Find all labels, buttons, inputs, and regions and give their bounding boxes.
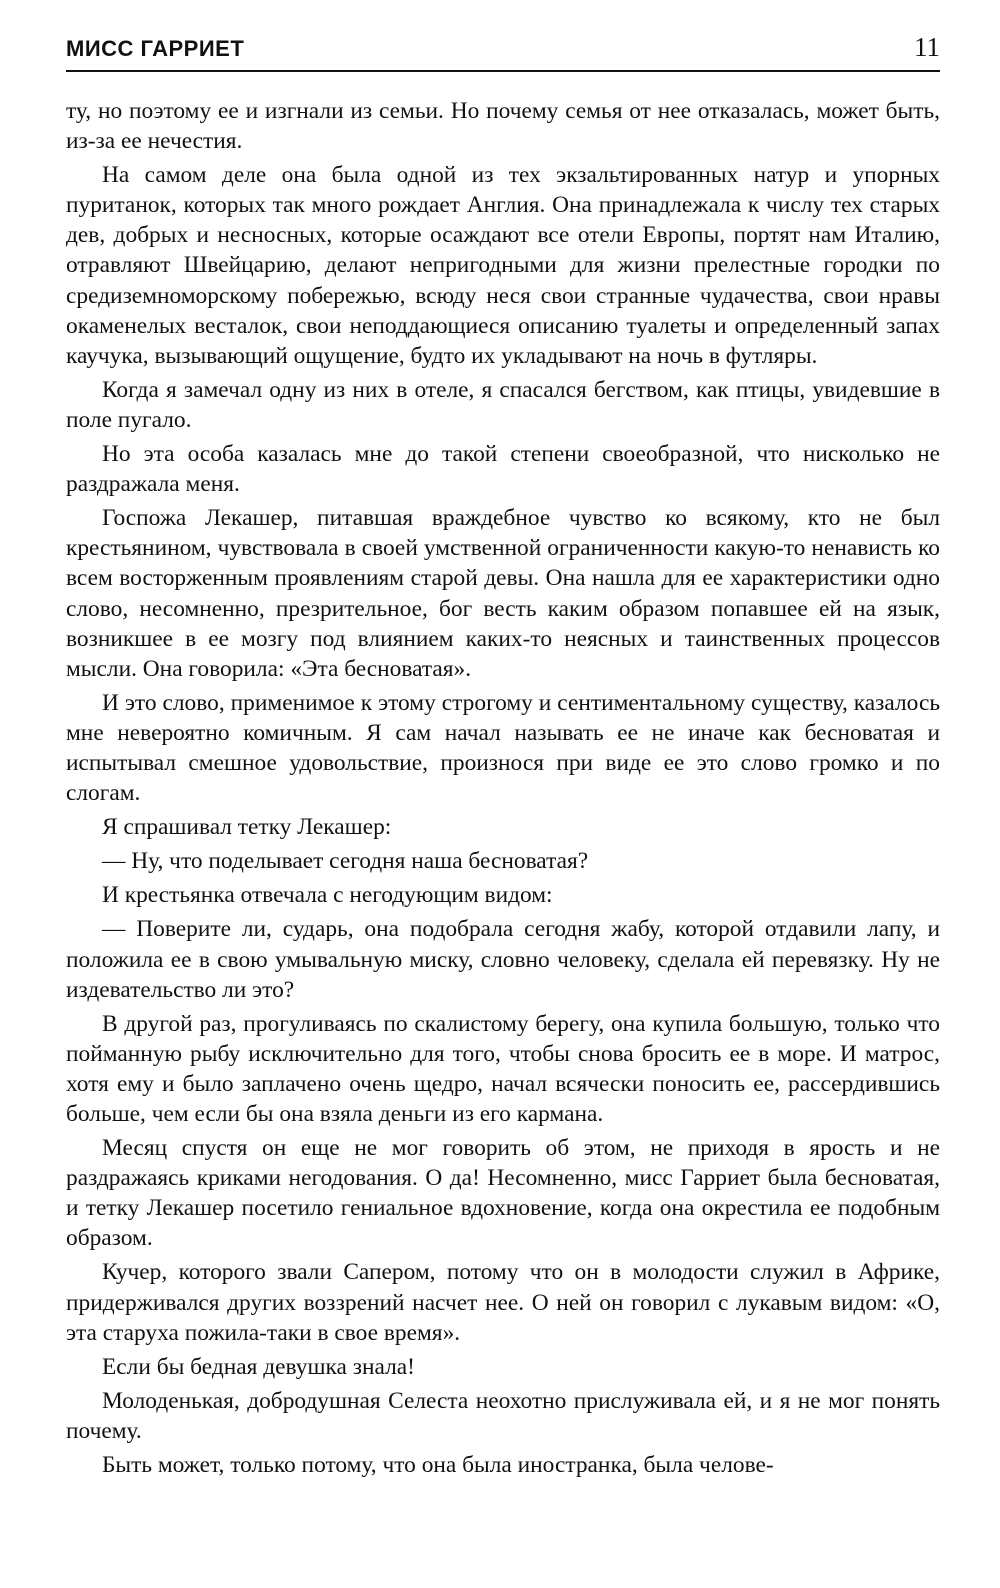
paragraph: Госпожа Лекашер, питавшая враждебное чувство ко всякому, кто не был крестьянином, чувствовала в своей умственной ограниченности какую-то ненависть ко всем восторженным проявлениям старой девы. Она нашла для ее характеристики одно слово, несомненно, презрительное, бог весть каким образом попавшее ей на язык, возникшее в ее мозгу под влиянием каких-то неясных и таинственных процессов мысли. Она говорила: «Эта бесноватая». <box>66 505 940 682</box>
page-number: 11 <box>914 32 940 62</box>
paragraph: Если бы бедная девушка знала! <box>102 1353 415 1380</box>
paragraph: Но эта особа казалась мне до такой степени своеобразной, что нисколько не раздражала меня. <box>66 441 940 498</box>
paragraph: Когда я замечал одну из них в отеле, я спасался бегством, как птицы, увидевшие в поле пугало. <box>66 376 940 433</box>
paragraph: В другой раз, прогуливаясь по скалистому берегу, она купила большую, только что пойманную рыбу исключительно для того, чтобы снова бросить ее в море. И матрос, хотя ему и было заплачено очень щедро, начал всячески поносить ее, рассердившись больше, чем если бы она взяла деньги из его кармана. <box>66 1010 940 1127</box>
paragraph: ту, но поэтому ее и изгнали из семьи. Но почему семья от нее отказалась, может быть, из-за ее нечестия. <box>66 98 940 155</box>
body-text <box>66 96 940 1484</box>
running-title: МИСС ГАРРИЕТ <box>66 36 245 61</box>
paragraph: — Поверите ли, сударь, она подобрала сегодня жабу, которой отдавили лапу, и положила ее в свою умывальную миску, словно человеку, сделала ей перевязку. Ну не издевательство ли это? <box>66 916 940 1003</box>
paragraph: И это слово, применимое к этому строгому и сентиментальному существу, казалось мне невероятно комичным. Я сам начал называть ее не иначе как бесноватая и испытывал смешное удовольствие, произнося при виде ее это слово громко и по слогам. <box>66 689 940 807</box>
paragraph: Месяц спустя он еще не мог говорить об этом, не приходя в ярость и не раздражаясь криками негодования. О да! Несомненно, мисс Гарриет была бесноватая, и тетку Лекашер посетило гениальное вдохновение, когда она окрестила ее подобным образом. <box>66 1135 940 1252</box>
paragraph: Молоденькая, добродушная Селеста неохотно прислуживала ей, и я не мог понять почему. <box>66 1387 940 1444</box>
paragraph: На самом деле она была одной из тех экзальтированных натур и упорных пуританок, которых так много рождает Англия. Она принадлежала к числу тех старых дев, добрых и несносных, которые осаждают все отели Европы, портят нам Италию, отравляют Швейцарию, делают непригодными для жизни прелестные городки по средиземноморскому побережью, всюду неся свои странные чудачества, свои нравы окаменелых весталок, свои неподдающиеся описанию туалеты и определенный запах каучука, вызывающий ощущение, будто их укладывают на ночь в футляры. <box>66 162 940 369</box>
paragraph: Быть может, только потому, что она была иностранка, была челове- <box>102 1452 774 1479</box>
paragraph: И крестьянка отвечала с негодующим видом: <box>102 882 553 909</box>
paragraph: — Ну, что поделывает сегодня наша бесноватая? <box>102 848 589 875</box>
paragraph: Я спрашивал тетку Лекашер: <box>102 814 392 841</box>
paragraph: Кучер, которого звали Сапером, потому что он в молодости служил в Африке, придерживался других воззрений насчет нее. О ней он говорил с лукавым видом: «О, эта старуха пожила-таки в свое время». <box>66 1259 940 1346</box>
page-header <box>66 30 940 72</box>
